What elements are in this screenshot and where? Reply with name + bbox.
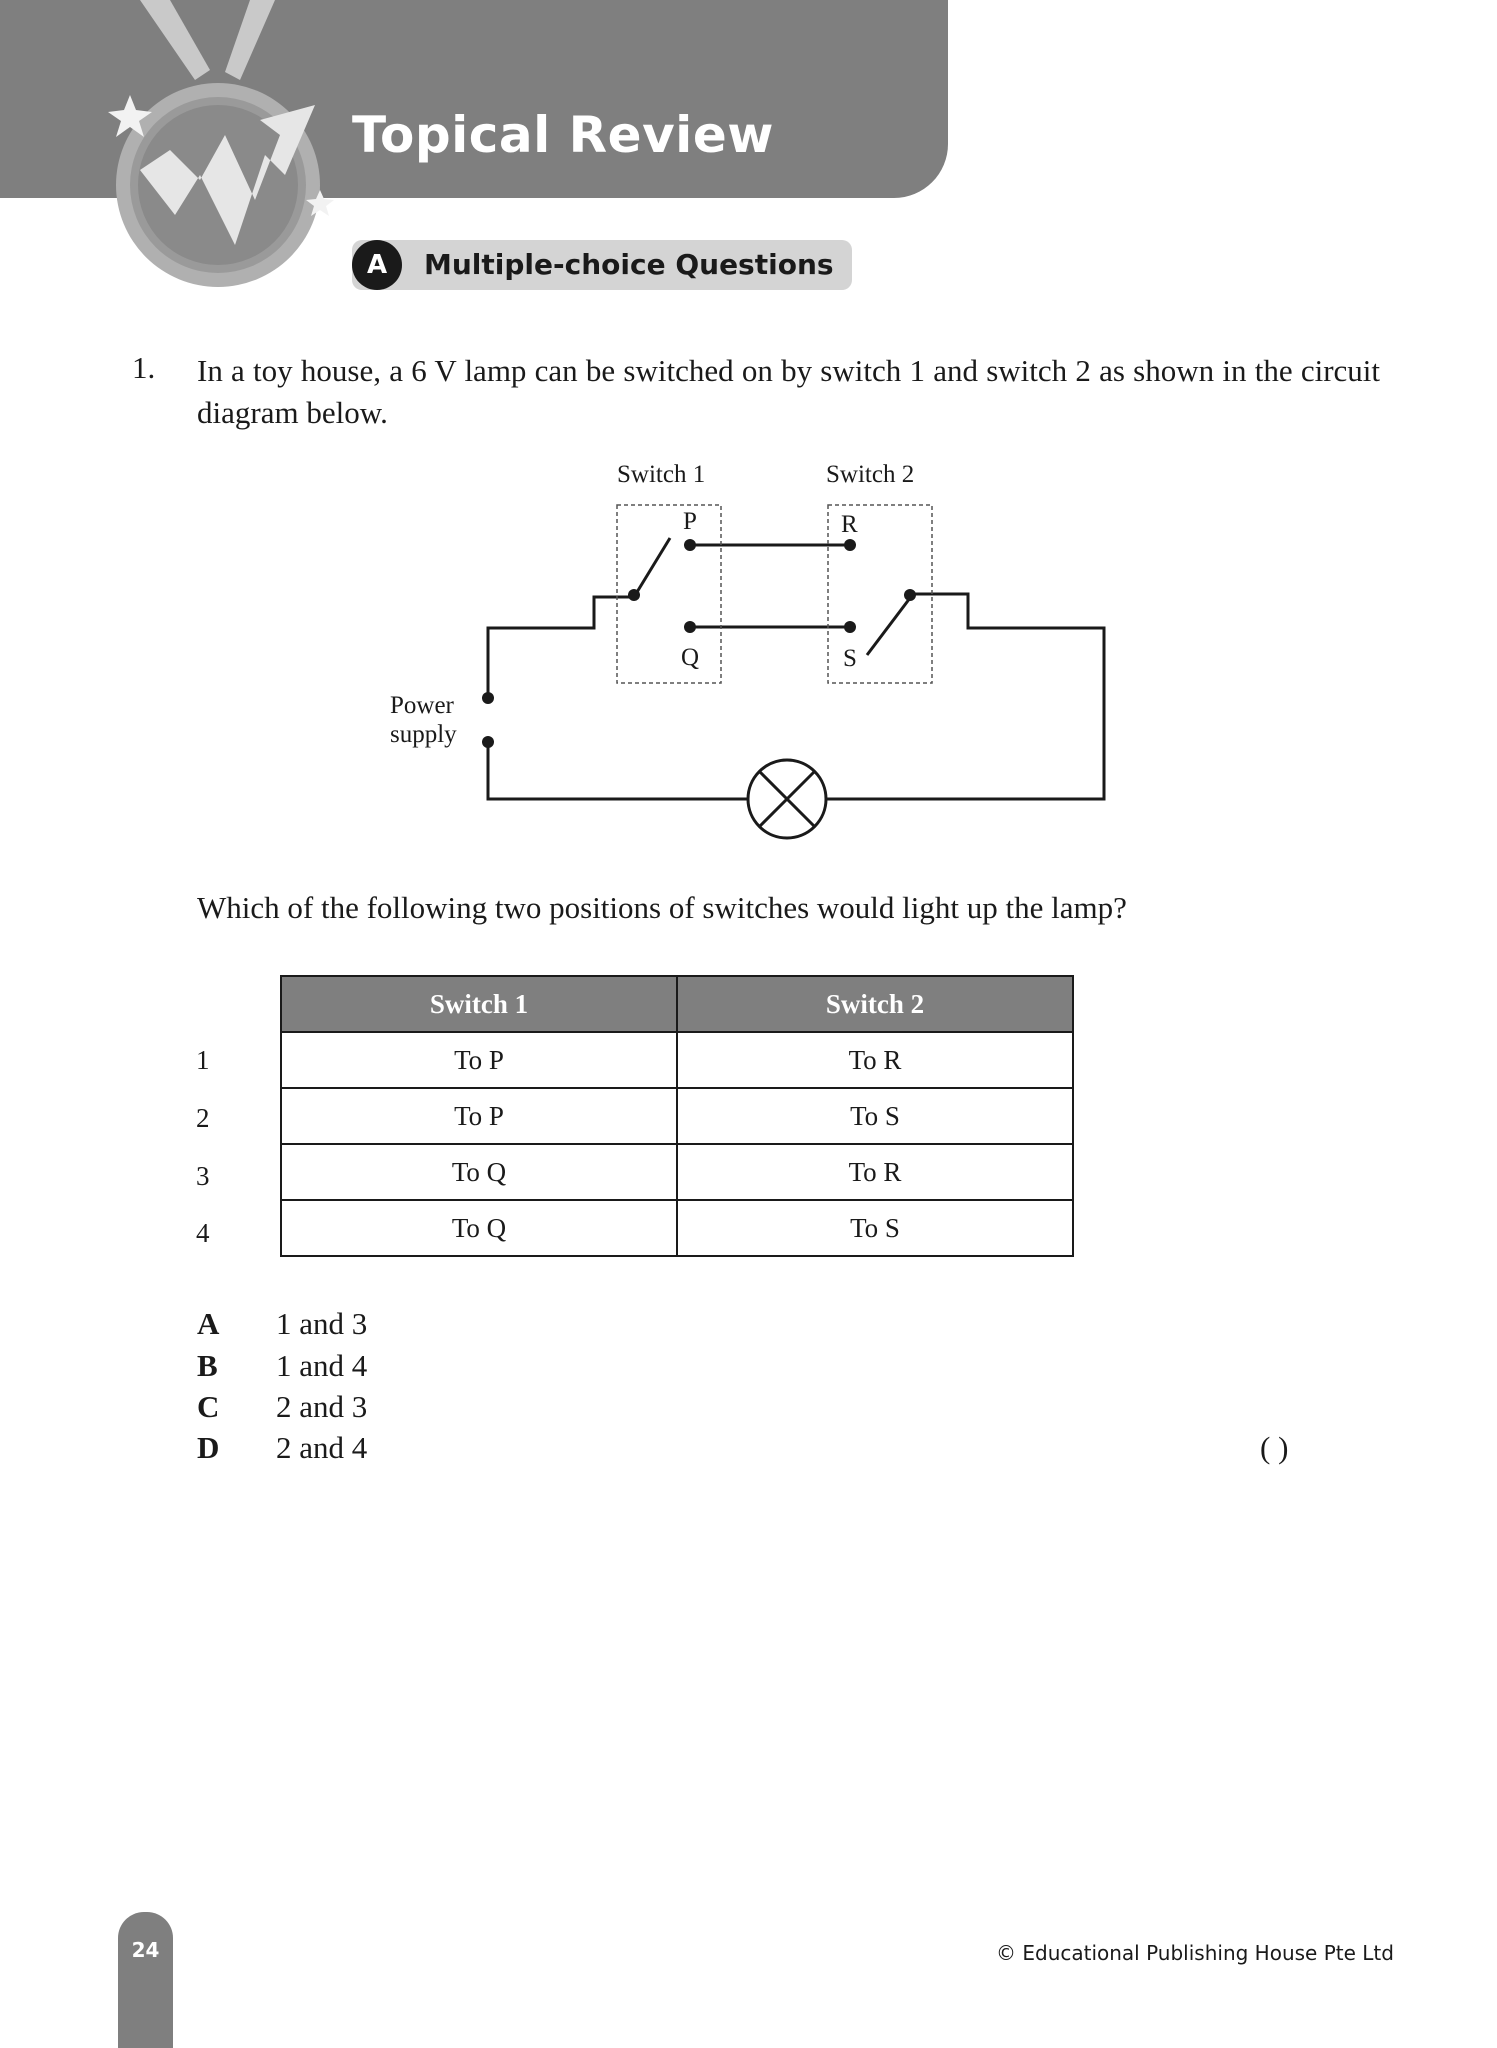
table-row	[281, 1032, 1073, 1088]
terminal-q-label: Q	[681, 644, 700, 671]
answer-text: 2 and 4	[276, 1430, 368, 1465]
table-header-switch1: Switch 1	[281, 976, 677, 1032]
section-letter-badge: A	[352, 240, 402, 290]
power-supply-label-line2: supply	[390, 721, 457, 748]
terminal-s-label: S	[843, 645, 857, 672]
switch-positions-table	[280, 975, 1074, 1257]
copyright-notice: © Educational Publishing House Pte Ltd	[996, 1941, 1394, 1965]
medal-logo-icon	[100, 0, 360, 310]
table-cell-switch1: To Q	[281, 1200, 677, 1256]
table-cell-switch2: To R	[677, 1144, 1073, 1200]
page-number: 24	[131, 1938, 160, 1962]
table-header-row	[281, 976, 1073, 1032]
table-row-number: 4	[196, 1218, 210, 1248]
table-cell-switch2: To S	[677, 1088, 1073, 1144]
table-row	[281, 1088, 1073, 1144]
table-cell-switch1: To Q	[281, 1144, 677, 1200]
question-text: In a toy house, a 6 V lamp can be switched on by switch 1 and switch 2 as shown in the circuit diagram below.	[197, 353, 1380, 430]
terminal-p-label: P	[683, 508, 697, 535]
table-row	[281, 1144, 1073, 1200]
page-number-tab	[118, 1912, 173, 2048]
power-supply-label-line1: Power	[390, 692, 454, 719]
table-row-number: 1	[196, 1045, 210, 1075]
answer-letter: D	[197, 1430, 220, 1465]
table-cell-switch1: To P	[281, 1088, 677, 1144]
switch1-label: Switch 1	[617, 461, 706, 488]
answer-blank[interactable]: ( )	[1260, 1430, 1289, 1465]
table-row	[281, 1200, 1073, 1256]
table-row-number: 2	[196, 1103, 210, 1133]
question-number: 1.	[132, 350, 156, 385]
circuit-diagram	[0, 440, 1497, 870]
answer-text: 1 and 3	[276, 1306, 368, 1341]
table-cell-switch2: To R	[677, 1032, 1073, 1088]
answer-letter: A	[197, 1306, 220, 1341]
switch2-label: Switch 2	[826, 461, 915, 488]
section-title: Multiple-choice Questions	[424, 248, 834, 281]
table-cell-switch2: To S	[677, 1200, 1073, 1256]
page-title: Topical Review	[352, 106, 774, 164]
answer-letter: C	[197, 1389, 220, 1424]
answer-text: 2 and 3	[276, 1389, 368, 1424]
answer-letter: B	[197, 1348, 218, 1383]
table-row-number: 3	[196, 1161, 210, 1191]
terminal-r-label: R	[841, 511, 858, 538]
table-header-switch2: Switch 2	[677, 976, 1073, 1032]
table-cell-switch1: To P	[281, 1032, 677, 1088]
question-prompt: Which of the following two positions of switches would light up the lamp?	[197, 890, 1127, 925]
answer-text: 1 and 4	[276, 1348, 368, 1383]
section-header	[352, 240, 852, 290]
